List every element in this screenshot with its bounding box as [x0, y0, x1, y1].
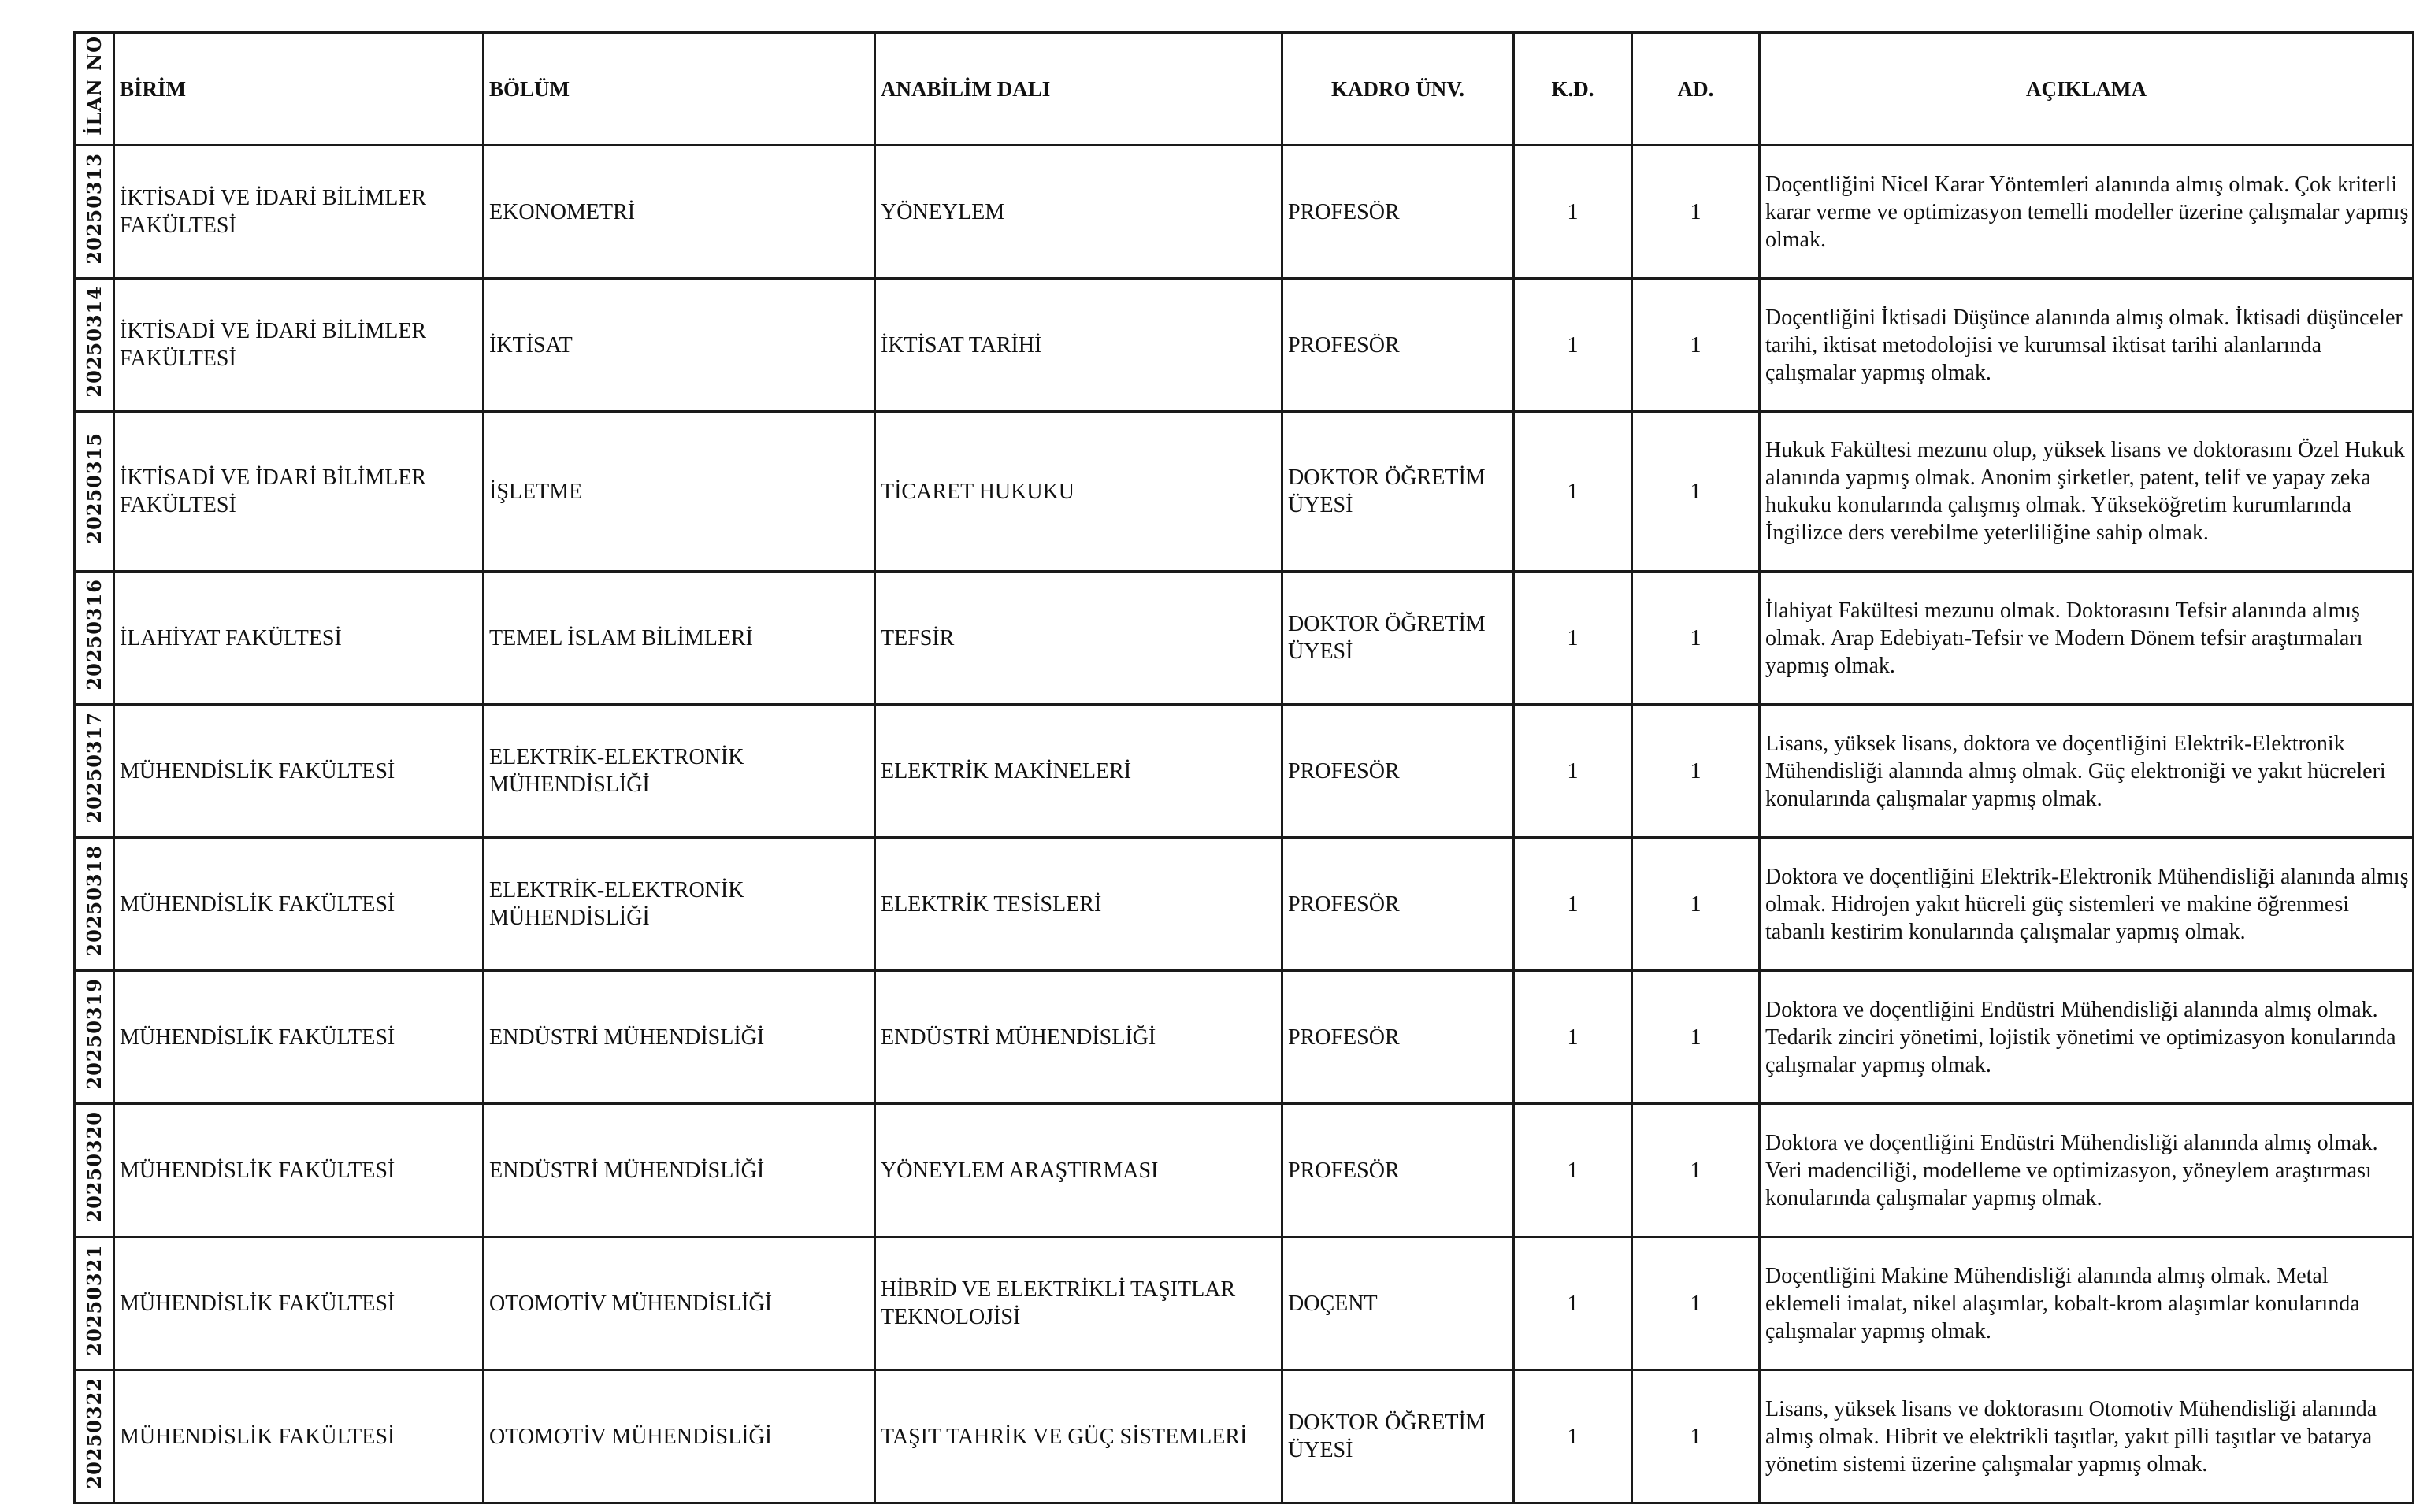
- header-row: [75, 33, 2414, 146]
- bolum-cell: ELEKTRİK-ELEKTRONİK MÜHENDİSLİĞİ: [484, 838, 875, 971]
- ilan-no-cell: 20250322: [75, 1370, 114, 1503]
- bolum-cell: ENDÜSTRİ MÜHENDİSLİĞİ: [484, 1104, 875, 1237]
- ad-cell: 1: [1632, 1237, 1760, 1370]
- header-birim: BİRİM: [114, 33, 484, 146]
- table-row: [75, 971, 2414, 1104]
- kd-cell: 1: [1514, 412, 1632, 572]
- table-row: [75, 572, 2414, 705]
- anabilim-cell: ELEKTRİK MAKİNELERİ: [875, 705, 1282, 838]
- kadro-cell: PROFESÖR: [1282, 146, 1514, 279]
- table-row: [75, 1370, 2414, 1503]
- anabilim-cell: TAŞIT TAHRİK VE GÜÇ SİSTEMLERİ: [875, 1370, 1282, 1503]
- header-ilan-no: İLAN NO: [75, 33, 114, 146]
- anabilim-cell: ENDÜSTRİ MÜHENDİSLİĞİ: [875, 971, 1282, 1104]
- ad-cell: 1: [1632, 279, 1760, 412]
- aciklama-cell: Doktora ve doçentliğini Elektrik-Elektronik Mühendisliği alanında almış olmak. Hidrojen yakıt hücreli güç sistemleri ve makine öğrenmesi tabanlı kestirim konularında çalışmalar yapmış olmak.: [1760, 838, 2414, 971]
- kadro-cell: PROFESÖR: [1282, 838, 1514, 971]
- aciklama-cell: Hukuk Fakültesi mezunu olup, yüksek lisans ve doktorasını Özel Hukuk alanında yapmış olmak. Anonim şirketler, patent, telif ve yapay zeka hukuku konularında çalışmış olmak. Yükseköğretim kurumlarında İngilizce ders verebilme yeterliliğine sahip olmak.: [1760, 412, 2414, 572]
- table-row: [75, 1104, 2414, 1237]
- aciklama-cell: Lisans, yüksek lisans, doktora ve doçentliğini Elektrik-Elektronik Mühendisliği alanında almış olmak. Güç elektroniği ve yakıt hücreleri konularında çalışmalar yapmış olmak.: [1760, 705, 2414, 838]
- kd-cell: 1: [1514, 971, 1632, 1104]
- kadro-cell: DOKTOR ÖĞRETİM ÜYESİ: [1282, 1370, 1514, 1503]
- kd-cell: 1: [1514, 146, 1632, 279]
- kadro-cell: PROFESÖR: [1282, 705, 1514, 838]
- table-row: [75, 146, 2414, 279]
- aciklama-cell: İlahiyat Fakültesi mezunu olmak. Doktorasını Tefsir alanında almış olmak. Arap Edebiyatı-Tefsir ve Modern Dönem tefsir araştırmaları yapmış olmak.: [1760, 572, 2414, 705]
- ad-cell: 1: [1632, 412, 1760, 572]
- kadro-cell: DOKTOR ÖĞRETİM ÜYESİ: [1282, 412, 1514, 572]
- anabilim-cell: TİCARET HUKUKU: [875, 412, 1282, 572]
- bolum-cell: OTOMOTİV MÜHENDİSLİĞİ: [484, 1237, 875, 1370]
- birim-cell: MÜHENDİSLİK FAKÜLTESİ: [114, 1370, 484, 1503]
- aciklama-cell: Doçentliğini Makine Mühendisliği alanında almış olmak. Metal eklemeli imalat, nikel alaşımlar, kobalt-krom alaşımlar konularında çalışmalar yapmış olmak.: [1760, 1237, 2414, 1370]
- table-row: [75, 412, 2414, 572]
- kadro-cell: PROFESÖR: [1282, 971, 1514, 1104]
- birim-cell: İKTİSADİ VE İDARİ BİLİMLER FAKÜLTESİ: [114, 146, 484, 279]
- table-row: [75, 1237, 2414, 1370]
- kd-cell: 1: [1514, 1370, 1632, 1503]
- ilan-no-cell: 20250320: [75, 1104, 114, 1237]
- ad-cell: 1: [1632, 971, 1760, 1104]
- anabilim-cell: HİBRİD VE ELEKTRİKLİ TAŞITLAR TEKNOLOJİSİ: [875, 1237, 1282, 1370]
- anabilim-cell: İKTİSAT TARİHİ: [875, 279, 1282, 412]
- ad-cell: 1: [1632, 146, 1760, 279]
- ilan-no-cell: 20250319: [75, 971, 114, 1104]
- bolum-cell: İŞLETME: [484, 412, 875, 572]
- table-row: [75, 279, 2414, 412]
- bolum-cell: İKTİSAT: [484, 279, 875, 412]
- header-kadro: KADRO ÜNV.: [1282, 33, 1514, 146]
- header-bolum: BÖLÜM: [484, 33, 875, 146]
- birim-cell: İKTİSADİ VE İDARİ BİLİMLER FAKÜLTESİ: [114, 279, 484, 412]
- kd-cell: 1: [1514, 705, 1632, 838]
- ilan-no-cell: 20250313: [75, 146, 114, 279]
- ad-cell: 1: [1632, 705, 1760, 838]
- birim-cell: İKTİSADİ VE İDARİ BİLİMLER FAKÜLTESİ: [114, 412, 484, 572]
- aciklama-cell: Doktora ve doçentliğini Endüstri Mühendisliği alanında almış olmak. Tedarik zinciri yönetimi, lojistik yönetimi ve optimizasyon konularında çalışmalar yapmış olmak.: [1760, 971, 2414, 1104]
- kd-cell: 1: [1514, 1104, 1632, 1237]
- aciklama-cell: Doktora ve doçentliğini Endüstri Mühendisliği alanında almış olmak. Veri madenciliği, modelleme ve optimizasyon, yöneylem araştırması konularında çalışmalar yapmış olmak.: [1760, 1104, 2414, 1237]
- ilan-no-cell: 20250317: [75, 705, 114, 838]
- ilan-no-cell: 20250314: [75, 279, 114, 412]
- anabilim-cell: TEFSİR: [875, 572, 1282, 705]
- bolum-cell: EKONOMETRİ: [484, 146, 875, 279]
- header-anabilim: ANABİLİM DALI: [875, 33, 1282, 146]
- ad-cell: 1: [1632, 572, 1760, 705]
- kadro-cell: PROFESÖR: [1282, 1104, 1514, 1237]
- ad-cell: 1: [1632, 1104, 1760, 1237]
- table-row: [75, 838, 2414, 971]
- kd-cell: 1: [1514, 838, 1632, 971]
- bolum-cell: ELEKTRİK-ELEKTRONİK MÜHENDİSLİĞİ: [484, 705, 875, 838]
- kadro-cell: DOÇENT: [1282, 1237, 1514, 1370]
- bolum-cell: TEMEL İSLAM BİLİMLERİ: [484, 572, 875, 705]
- birim-cell: MÜHENDİSLİK FAKÜLTESİ: [114, 1237, 484, 1370]
- anabilim-cell: YÖNEYLEM ARAŞTIRMASI: [875, 1104, 1282, 1237]
- aciklama-cell: Doçentliğini İktisadi Düşünce alanında almış olmak. İktisadi düşünceler tarihi, iktisat metodolojisi ve kurumsal iktisat tarihi alanlarında çalışmalar yapmış olmak.: [1760, 279, 2414, 412]
- kadro-cell: PROFESÖR: [1282, 279, 1514, 412]
- anabilim-cell: YÖNEYLEM: [875, 146, 1282, 279]
- aciklama-cell: Lisans, yüksek lisans ve doktorasını Otomotiv Mühendisliği alanında almış olmak. Hibrit ve elektrikli taşıtlar, yakıt pilli taşıtlar ve batarya yönetim sistemi üzerine çalışmalar yapmış olmak.: [1760, 1370, 2414, 1503]
- ilan-no-cell: 20250316: [75, 572, 114, 705]
- staff-positions-table: [73, 32, 2414, 1504]
- birim-cell: MÜHENDİSLİK FAKÜLTESİ: [114, 838, 484, 971]
- ilan-no-cell: 20250321: [75, 1237, 114, 1370]
- kd-cell: 1: [1514, 572, 1632, 705]
- ad-cell: 1: [1632, 1370, 1760, 1503]
- birim-cell: MÜHENDİSLİK FAKÜLTESİ: [114, 705, 484, 838]
- birim-cell: İLAHİYAT FAKÜLTESİ: [114, 572, 484, 705]
- aciklama-cell: Doçentliğini Nicel Karar Yöntemleri alanında almış olmak. Çok kriterli karar verme ve optimizasyon temelli modeller üzerine çalışmalar yapmış olmak.: [1760, 146, 2414, 279]
- ilan-no-cell: 20250318: [75, 838, 114, 971]
- table-row: [75, 705, 2414, 838]
- kadro-cell: DOKTOR ÖĞRETİM ÜYESİ: [1282, 572, 1514, 705]
- bolum-cell: ENDÜSTRİ MÜHENDİSLİĞİ: [484, 971, 875, 1104]
- header-kd: K.D.: [1514, 33, 1632, 146]
- birim-cell: MÜHENDİSLİK FAKÜLTESİ: [114, 971, 484, 1104]
- header-ad: AD.: [1632, 33, 1760, 146]
- birim-cell: MÜHENDİSLİK FAKÜLTESİ: [114, 1104, 484, 1237]
- anabilim-cell: ELEKTRİK TESİSLERİ: [875, 838, 1282, 971]
- kd-cell: 1: [1514, 279, 1632, 412]
- ilan-no-cell: 20250315: [75, 412, 114, 572]
- header-aciklama: AÇIKLAMA: [1760, 33, 2414, 146]
- bolum-cell: OTOMOTİV MÜHENDİSLİĞİ: [484, 1370, 875, 1503]
- kd-cell: 1: [1514, 1237, 1632, 1370]
- ad-cell: 1: [1632, 838, 1760, 971]
